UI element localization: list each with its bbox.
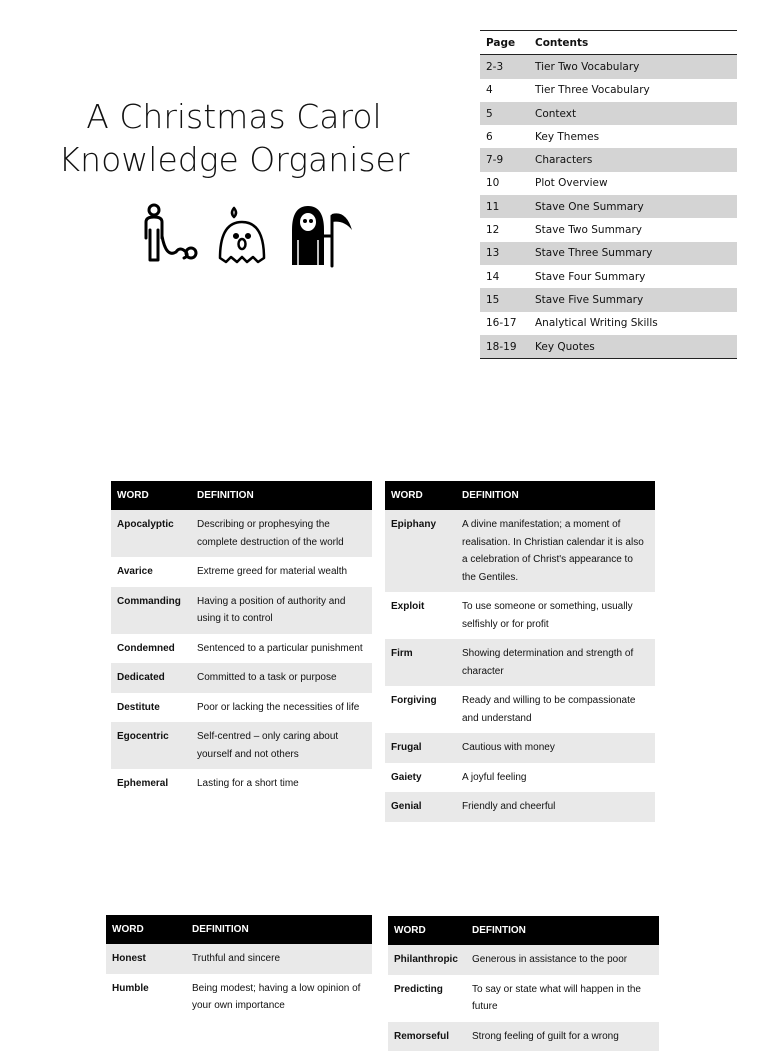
contents-row [480,265,737,288]
vocab-row [385,592,655,639]
contents-row [480,55,737,79]
vocab-definition: Lasting for a short time [191,769,372,799]
vocab-definition: To use someone or something, usually selfishly or for profit [456,592,655,639]
ghost-icon [220,208,264,262]
vocab-definition: Cautious with money [456,733,655,763]
vocab-definition: Self-centred – only caring about yourself and not others [191,722,372,769]
vocab-word: Exploit [385,592,456,639]
vocab-word: Remorseful [388,1022,466,1051]
contents-section-title: Context [535,102,737,125]
contents-section-title: Characters [535,148,737,171]
vocab-definition: Describing or prophesying the complete destruction of the world [191,510,372,557]
vocab-row [111,769,372,799]
vocab-definition: A divine manifestation; a moment of realisation. In Christian calendar it is also a celebration of Christ's appearance to the Gentiles. [456,510,655,592]
vocab-row [388,1022,659,1051]
vocab-row [111,722,372,769]
vocab-header-word: WORD [385,481,456,510]
vocab-table-3 [106,915,372,1021]
vocab-word: Philanthropic [388,945,466,975]
vocab-definition: Friendly and cheerful [456,792,655,822]
contents-page-number: 12 [480,218,535,241]
contents-section-title: Stave Two Summary [535,218,737,241]
illustration-icons [136,200,356,270]
vocab-word: Firm [385,639,456,686]
vocab-word: Ephemeral [111,769,191,799]
contents-row [480,288,737,311]
vocab-row [388,945,659,975]
contents-row [480,242,737,265]
vocab-definition: Ready and willing to be compassionate and understand [456,686,655,733]
contents-section-title: Plot Overview [535,172,737,195]
vocab-header-definition: DEFINTION [466,916,659,945]
title-line-1: A Christmas Carol [40,95,428,138]
vocab-definition: To say or state what will happen in the future [466,975,659,1022]
vocab-definition: Poor or lacking the necessities of life [191,693,372,723]
contents-header-page: Page [480,31,535,55]
vocab-definition: Sentenced to a particular punishment [191,634,372,664]
contents-row [480,195,737,218]
contents-page-number: 2-3 [480,55,535,79]
contents-page-number: 13 [480,242,535,265]
vocab-word: Frugal [385,733,456,763]
contents-row [480,125,737,148]
contents-row [480,102,737,125]
contents-section-title: Key Quotes [535,335,737,359]
contents-table [480,30,737,359]
vocab-header-row [385,481,655,510]
contents-section-title: Stave One Summary [535,195,737,218]
vocab-row [388,975,659,1022]
vocab-row [111,510,372,557]
vocab-header-word: WORD [388,916,466,945]
vocab-header-definition: DEFINITION [186,915,372,944]
vocab-row [111,557,372,587]
vocab-header-row [388,916,659,945]
vocab-header-row [111,481,372,510]
vocab-word: Dedicated [111,663,191,693]
contents-page-number: 18-19 [480,335,535,359]
vocab-definition: Strong feeling of guilt for a wrong [466,1022,659,1051]
vocab-table-4 [388,916,659,1051]
vocab-definition: Showing determination and strength of character [456,639,655,686]
vocab-row [111,634,372,664]
vocab-word: Predicting [388,975,466,1022]
contents-section-title: Analytical Writing Skills [535,312,737,335]
page-title [40,95,428,181]
vocab-word: Forgiving [385,686,456,733]
vocab-definition: Committed to a task or purpose [191,663,372,693]
vocab-row [385,733,655,763]
vocab-row [111,663,372,693]
vocab-header-word: WORD [111,481,191,510]
vocab-table-1 [111,481,372,799]
contents-section-title: Stave Four Summary [535,265,737,288]
contents-row [480,79,737,102]
vocab-row [385,639,655,686]
contents-page-number: 10 [480,172,535,195]
contents-section-title: Key Themes [535,125,737,148]
contents-header-row [480,31,737,55]
vocab-word: Apocalyptic [111,510,191,557]
contents-page-number: 7-9 [480,148,535,171]
vocab-definition: Having a position of authority and using it to control [191,587,372,634]
vocab-row [111,587,372,634]
vocab-word: Honest [106,944,186,974]
contents-page-number: 15 [480,288,535,311]
vocab-word: Egocentric [111,722,191,769]
vocab-row [385,763,655,793]
contents-section-title: Tier Three Vocabulary [535,79,737,102]
vocab-row [385,686,655,733]
title-line-2: Knowledge Organiser [40,138,428,181]
vocab-header-row [106,915,372,944]
contents-page-number: 4 [480,79,535,102]
vocab-header-definition: DEFINITION [191,481,372,510]
vocab-word: Avarice [111,557,191,587]
contents-row [480,312,737,335]
contents-page-number: 14 [480,265,535,288]
contents-section-title: Stave Three Summary [535,242,737,265]
contents-page-number: 6 [480,125,535,148]
vocab-definition: Generous in assistance to the poor [466,945,659,975]
contents-row [480,148,737,171]
vocab-word: Destitute [111,693,191,723]
vocab-word: Commanding [111,587,191,634]
vocab-word: Genial [385,792,456,822]
chained-man-icon [146,205,196,260]
vocab-row [385,510,655,592]
vocab-header-word: WORD [106,915,186,944]
grim-reaper-icon [292,206,352,266]
contents-row [480,172,737,195]
vocab-definition: Truthful and sincere [186,944,372,974]
vocab-definition: Extreme greed for material wealth [191,557,372,587]
vocab-row [106,974,372,1021]
vocab-table-2 [385,481,655,822]
contents-row [480,218,737,241]
contents-page-number: 5 [480,102,535,125]
vocab-word: Epiphany [385,510,456,592]
contents-section-title: Tier Two Vocabulary [535,55,737,79]
vocab-header-definition: DEFINITION [456,481,655,510]
contents-page-number: 16-17 [480,312,535,335]
vocab-definition: A joyful feeling [456,763,655,793]
vocab-row [111,693,372,723]
vocab-row [385,792,655,822]
vocab-word: Humble [106,974,186,1021]
vocab-word: Gaiety [385,763,456,793]
contents-header-contents: Contents [535,31,737,55]
contents-row [480,335,737,359]
vocab-row [106,944,372,974]
contents-page-number: 11 [480,195,535,218]
contents-section-title: Stave Five Summary [535,288,737,311]
vocab-word: Condemned [111,634,191,664]
vocab-definition: Being modest; having a low opinion of your own importance [186,974,372,1021]
